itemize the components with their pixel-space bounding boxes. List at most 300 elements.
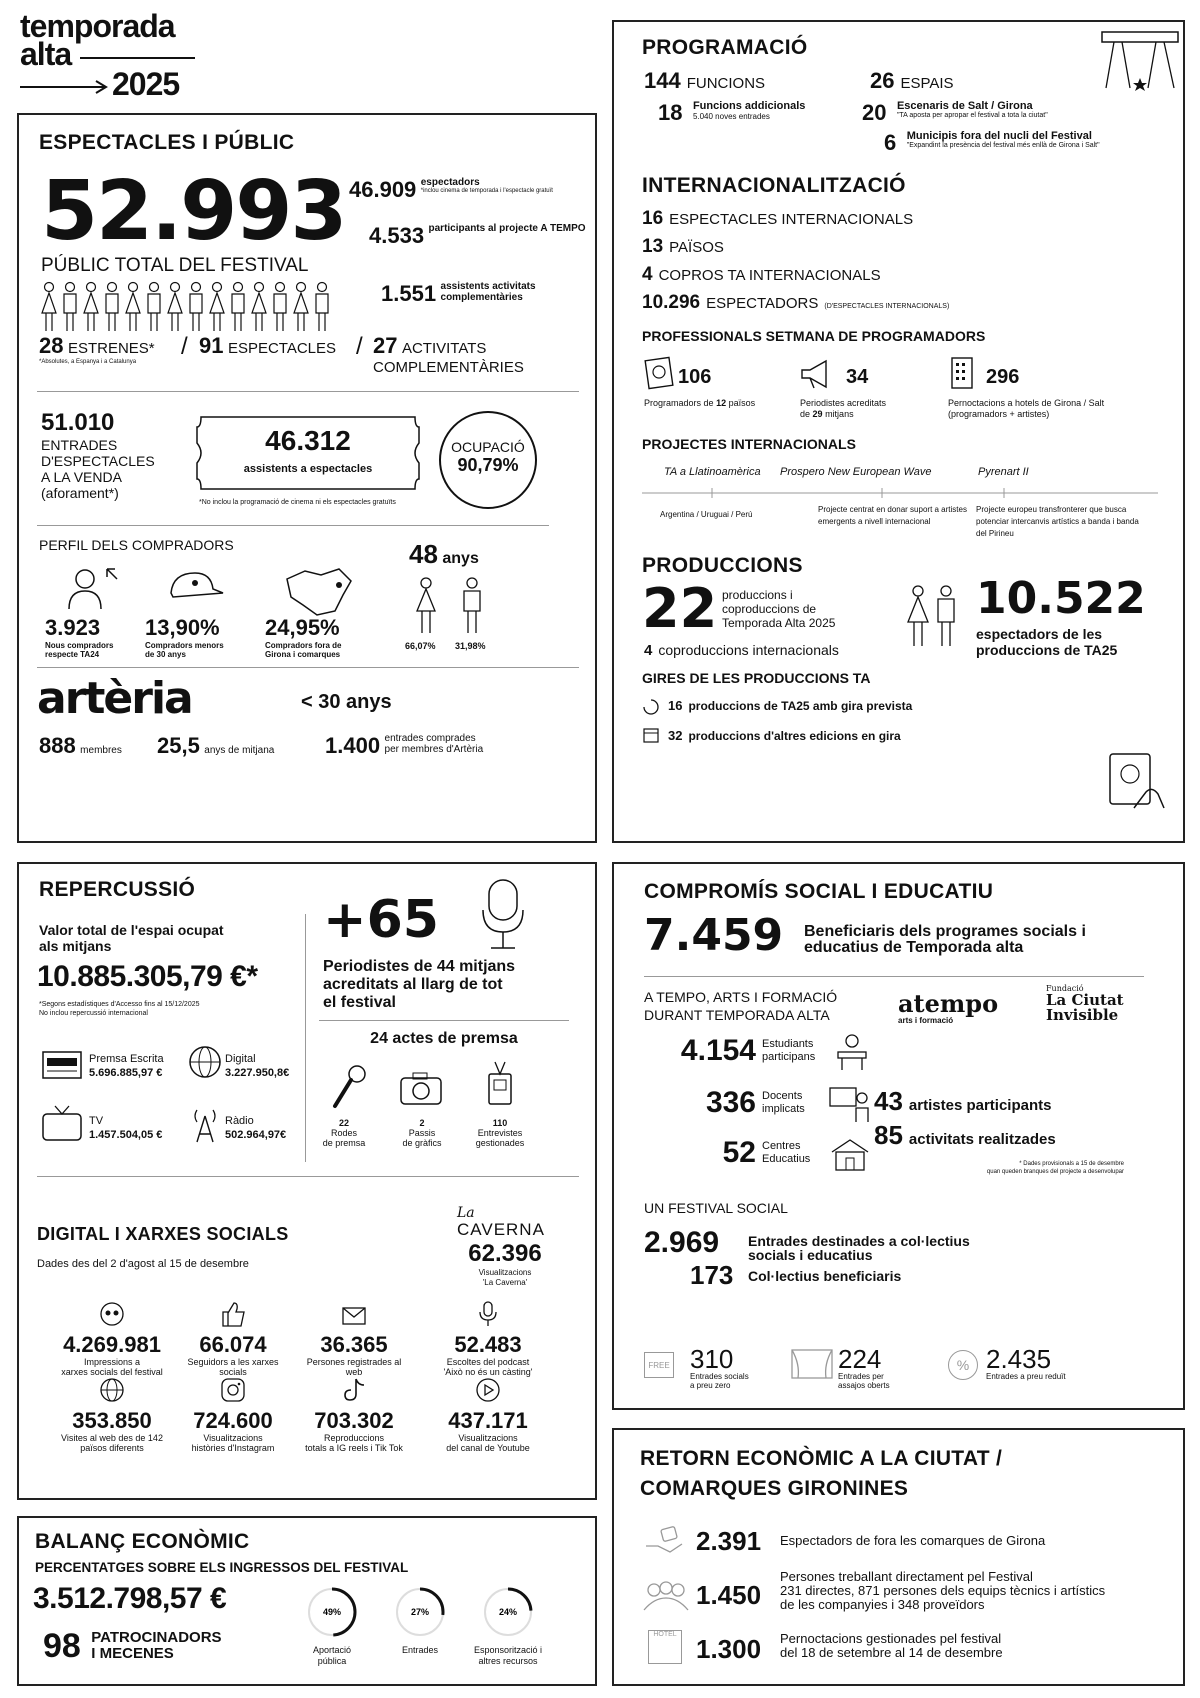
logo-year: 2025 xyxy=(112,66,180,102)
balanc-total: 3.512.798,57 € xyxy=(33,1582,227,1615)
stage-curtain-icon xyxy=(790,1348,834,1382)
person-icon xyxy=(294,283,308,332)
media-item xyxy=(89,1052,164,1080)
actes-num: 110 xyxy=(492,1118,508,1128)
digital-label: Visualitzacions xyxy=(203,1433,263,1443)
person-icon xyxy=(232,283,244,332)
digital-item xyxy=(413,1300,563,1377)
intl-num: 4 xyxy=(642,264,653,285)
addicionals-note: 5.040 noves entrades xyxy=(692,112,770,121)
balanc-title: BALANÇ ECONÒMIC xyxy=(35,1530,250,1553)
divider xyxy=(319,1020,569,1021)
media-label: Ràdio xyxy=(225,1115,254,1127)
actes-label: gestionades xyxy=(475,1138,525,1148)
home-pct: 31,98% xyxy=(455,641,486,651)
provisional-note-line: * Dades provisionals a 15 de desembre xyxy=(1019,1161,1124,1167)
social-bottom-label: Entrades socials xyxy=(690,1372,749,1381)
arteria-age: < 30 anys xyxy=(301,691,392,713)
perfil-item xyxy=(265,615,375,659)
atempo-logo-text: atempo xyxy=(898,989,999,1018)
divider xyxy=(37,525,549,526)
intl-item xyxy=(642,292,949,314)
prod-esp-label xyxy=(976,626,1117,658)
digital-num: 353.850 xyxy=(72,1408,152,1433)
perfil-label: Nous compradors respecte TA24 xyxy=(45,641,114,659)
media-value: 5.696.885,97 € xyxy=(89,1067,163,1079)
digital-label: web xyxy=(345,1367,363,1377)
atempo-label xyxy=(762,1038,815,1064)
social-bottom-label: Entrades per xyxy=(838,1372,884,1381)
actes-num: 22 xyxy=(338,1118,349,1128)
breakdown-item xyxy=(349,177,553,203)
prod-label-line: coproduccions de xyxy=(722,602,817,616)
media-label: Digital xyxy=(225,1053,256,1065)
proj-desc: Projecte centrat en donar suport a artistes emergents a nivell internacional xyxy=(818,505,967,526)
actes-label: de gràfics xyxy=(402,1138,442,1148)
media-value: 1.457.504,05 € xyxy=(89,1129,163,1141)
digital-item xyxy=(37,1300,187,1377)
valor-label-line: als mitjans xyxy=(39,938,112,954)
teacher-board-icon xyxy=(828,1084,872,1124)
donut-chart xyxy=(392,1584,448,1640)
digital-label: Seguidors a les xarxes xyxy=(187,1357,279,1367)
edat-num: 48 xyxy=(409,539,438,569)
digital-subtitle: Dades des del 2 d'agost al 15 de desembre xyxy=(37,1258,249,1270)
divider xyxy=(37,391,579,392)
free-ticket-icon: FREE xyxy=(644,1352,674,1378)
municipis-row xyxy=(884,130,1100,156)
caverna-logo xyxy=(457,1206,545,1240)
media-value: 502.964,97€ xyxy=(225,1129,287,1141)
provisional-note-line: quan queden branques del projecte a desenvolupar xyxy=(986,1169,1124,1175)
atempo-label xyxy=(762,1090,805,1116)
retorn-title-line: COMARQUES GIRONINES xyxy=(640,1477,909,1500)
digital-num: 66.074 xyxy=(199,1332,267,1357)
workers-icon xyxy=(642,1580,690,1612)
youtube-play-icon xyxy=(413,1376,563,1409)
programmer-icon xyxy=(644,356,676,390)
ciutat-invisible-logo xyxy=(1046,984,1146,1020)
retorn-label-line: del 18 de setembre al 14 de desembre xyxy=(780,1645,1003,1660)
atempo-num: 52 xyxy=(722,1136,756,1169)
logo-line2: alta xyxy=(20,36,72,72)
retorn-label-line: Persones treballant directament pel Festival xyxy=(780,1569,1033,1584)
retorn-label-line: Espectadors de fora les comarques de Girona xyxy=(780,1533,1046,1548)
person-icon xyxy=(42,283,56,332)
social-bottom-num: 310 xyxy=(690,1344,734,1374)
breakdown-label: espectadors xyxy=(420,177,480,188)
escenaris-label: Escenaris de Salt / Girona xyxy=(896,100,1033,112)
balanc-subtitle: PERCENTATGES SOBRE ELS INGRESSOS DEL FESTIVAL xyxy=(35,1560,409,1575)
total-public-label: PÚBLIC TOTAL DEL FESTIVAL xyxy=(41,255,309,276)
social-bottom-label: Entrades a preu reduït xyxy=(986,1372,1066,1381)
eye-icon xyxy=(37,1300,187,1333)
activitats-block xyxy=(373,333,524,376)
divider xyxy=(305,914,306,1162)
couple-icon xyxy=(902,584,962,648)
atempo-title-line: DURANT TEMPORADA ALTA xyxy=(644,1007,830,1023)
entrades-label: D'ESPECTACLES xyxy=(41,453,155,469)
retorn-label xyxy=(780,1570,1105,1612)
microphone-icon xyxy=(473,876,533,956)
prof-label-bold: 29 xyxy=(812,409,823,419)
breakdown-item xyxy=(369,223,586,249)
instagram-icon xyxy=(173,1376,293,1409)
perfil-label: Compradors menors de 30 anys xyxy=(145,641,224,659)
caverna-logo-line: La xyxy=(457,1205,475,1221)
prof-label-text: mitjans xyxy=(825,409,854,419)
ocupacio-label: OCUPACIÓ xyxy=(451,439,525,455)
ciutat-logo-line: La Ciutat xyxy=(1046,991,1124,1009)
atempo-num: 4.154 xyxy=(680,1034,756,1067)
divider xyxy=(644,976,1144,977)
donut-label: Esponsorització i xyxy=(473,1645,543,1655)
prof-label-text: Programadors de xyxy=(644,398,714,408)
gires-label: produccions d'altres edicions en gira xyxy=(688,729,901,743)
prof-label-text: Pernoctacions a hotels de Girona / Salt xyxy=(948,398,1105,408)
municipis-num: 6 xyxy=(884,130,897,155)
activitats-realitzades-row xyxy=(874,1120,1056,1151)
prof-label-text: Periodistes acreditats xyxy=(800,398,887,408)
coprod-label: coproduccions internacionals xyxy=(658,642,839,658)
espectacles-section xyxy=(17,113,597,843)
mail-icon xyxy=(295,1300,413,1333)
arteria-logo: artèria xyxy=(37,673,192,724)
coprod-num: 4 xyxy=(644,642,653,659)
person-icon xyxy=(274,283,286,332)
actes-item xyxy=(465,1118,535,1148)
breakdown-num: 1.551 xyxy=(381,281,437,306)
person-icon xyxy=(84,283,98,332)
proj-name: TA a Llatinoamèrica xyxy=(664,466,761,478)
logo-line1: temporada xyxy=(20,8,175,44)
discount-badge-icon: % xyxy=(948,1350,978,1380)
person-cursor-icon xyxy=(63,565,123,611)
periodistes-label-line: el festival xyxy=(323,994,396,1011)
patro-num: 98 xyxy=(43,1627,81,1665)
estrenes-block xyxy=(39,333,155,365)
artistes-label: artistes participants xyxy=(908,1097,1052,1114)
person-icon xyxy=(252,283,266,332)
actes-label: de premsa xyxy=(322,1138,366,1148)
balanc-section xyxy=(17,1516,597,1686)
atempo-logo xyxy=(898,989,999,1025)
donut-pct: 24% xyxy=(498,1607,518,1617)
espectacles-count-block xyxy=(199,333,336,359)
assistents-note: *No inclou la programació de cinema ni els espectacles gratuïts xyxy=(199,499,396,506)
patro-label: PATROCINADORS xyxy=(91,1629,222,1646)
periodistes-label-line: acreditats al llarg de tot xyxy=(323,976,503,993)
escenaris-row xyxy=(862,100,1048,126)
retorn-title xyxy=(640,1444,1002,1504)
digital-num: 36.365 xyxy=(320,1332,388,1357)
arteria-mitjana-num: 25,5 xyxy=(157,733,200,758)
divider xyxy=(37,1176,579,1177)
breakdown-item xyxy=(381,281,551,307)
man-icon xyxy=(459,577,485,635)
escenaris-num: 20 xyxy=(862,100,887,125)
intl-note: (D'ESPECTACLES INTERNACIONALS) xyxy=(824,303,950,310)
gires-item xyxy=(668,728,901,743)
breakdown-label: participants al projecte A TEMPO xyxy=(428,223,586,234)
proj-desc: Projecte europeu transfronterer que busca potenciar intercanvis artístics a banda i banda del Pirineu xyxy=(976,505,1139,538)
prof-label-bold: 12 xyxy=(716,398,727,408)
digital-item xyxy=(413,1376,563,1453)
caverna-label-line: Visualitzacions xyxy=(478,1268,532,1277)
caverna-logo-line: CAVERNA xyxy=(457,1220,545,1239)
prod-esp-num: 10.522 xyxy=(976,573,1146,624)
atempo-label-line: Centres xyxy=(762,1140,801,1152)
funcions-label: FUNCIONS xyxy=(686,75,766,92)
thumbs-up-icon xyxy=(173,1300,293,1333)
globe-icon xyxy=(37,1376,187,1409)
programacio-section xyxy=(612,20,1185,843)
prod-esp-label-line: espectadors de les xyxy=(976,626,1103,642)
estrenes-label: ESTRENES* xyxy=(67,340,155,357)
dona-pct: 66,07% xyxy=(405,641,436,651)
donut-label: pública xyxy=(317,1656,347,1666)
caverna-num: 62.396 xyxy=(468,1240,542,1267)
retorn-label xyxy=(780,1534,1045,1548)
actes-num: 2 xyxy=(419,1118,425,1128)
valor-label xyxy=(39,922,224,954)
person-icon xyxy=(210,283,224,332)
actes-label: Rodes xyxy=(330,1128,357,1138)
valor-label-line: Valor total de l'espai ocupat xyxy=(39,922,224,938)
prof-label xyxy=(644,398,755,408)
espais-label: ESPAIS xyxy=(900,75,954,92)
digital-label: Visites al web des de 142 xyxy=(61,1433,163,1443)
digital-item xyxy=(295,1376,413,1453)
donut-chart xyxy=(304,1584,360,1640)
calendar-icon xyxy=(642,726,660,744)
prof-label-text: de xyxy=(800,409,811,419)
repercussio-section xyxy=(17,862,597,1500)
social-bottom-item xyxy=(986,1346,1066,1381)
funcions-row xyxy=(644,68,765,94)
media-item xyxy=(225,1052,289,1080)
arteria-membres-label: membres xyxy=(80,745,122,756)
podcast-mic-icon xyxy=(413,1300,563,1333)
school-icon xyxy=(828,1134,872,1174)
collectius-num: 173 xyxy=(690,1260,734,1290)
donut-label: altres recursos xyxy=(478,1656,538,1666)
caverna-label xyxy=(445,1268,565,1288)
ciutat-logo-small: Fundació xyxy=(1046,984,1084,993)
retorn-title-line: RETORN ECONÒMIC A LA CIUTAT / xyxy=(640,1447,1003,1470)
divider xyxy=(37,667,579,668)
proj-name: Prospero New European Wave xyxy=(780,466,932,478)
social-section xyxy=(612,862,1185,1410)
breakdown-label: assistents activitats complementàries xyxy=(440,281,536,303)
periodistes-label xyxy=(323,958,515,1012)
artistes-row xyxy=(874,1086,1051,1117)
donut-label: Aportació xyxy=(312,1645,352,1655)
intl-label: PAÏSOS xyxy=(669,239,724,256)
retorn-label-line: 231 directes, 871 persones dels equips tècnics i artístics xyxy=(780,1583,1106,1598)
actes-item xyxy=(309,1118,379,1148)
social-entrades-num: 2.969 xyxy=(644,1226,720,1259)
proj-timeline xyxy=(642,486,1158,500)
estrenes-num: 28 xyxy=(39,333,64,358)
entrades-label: A LA VENDA xyxy=(41,469,122,485)
digital-label: del canal de Youtube xyxy=(446,1443,530,1453)
press-badge-icon xyxy=(485,1060,515,1108)
arteria-mitjana xyxy=(157,733,274,759)
addicionals-row xyxy=(658,100,805,126)
slash-divider: / xyxy=(356,333,363,360)
arteria-membres xyxy=(39,733,122,759)
media-item xyxy=(89,1114,162,1142)
programacio-title: PROGRAMACIÓ xyxy=(642,36,808,59)
edat-block xyxy=(409,539,479,570)
caverna-label-line: 'La Caverna' xyxy=(482,1278,528,1287)
patro-label: I MECENES xyxy=(91,1645,174,1662)
person-icon xyxy=(64,283,76,332)
atempo-label-line: Educatius xyxy=(762,1153,811,1165)
retorn-section xyxy=(612,1428,1185,1686)
coprod-row xyxy=(644,642,839,659)
gires-num: 16 xyxy=(668,698,683,713)
gires-num: 32 xyxy=(668,728,683,743)
donut-item xyxy=(463,1584,553,1667)
atempo-label-line: Docents xyxy=(762,1090,803,1102)
radio-tower-icon xyxy=(187,1104,223,1144)
atempo-label-line: Estudiants xyxy=(762,1038,814,1050)
gires-item xyxy=(668,698,912,713)
festival-logo xyxy=(20,10,200,100)
intl-num: 13 xyxy=(642,236,664,257)
atempo-label xyxy=(762,1140,810,1166)
social-entrades-label-line: socials i educatius xyxy=(748,1247,873,1263)
prof-num: 296 xyxy=(986,366,1020,388)
hotel-icon: HOTEL xyxy=(648,1630,682,1664)
espectacles-title: ESPECTACLES I PÚBLIC xyxy=(39,131,295,154)
digital-item xyxy=(295,1300,413,1377)
person-icon xyxy=(190,283,202,332)
retorn-label-line: de les companyies i 348 proveïdors xyxy=(780,1597,985,1612)
logo-arrow-icon xyxy=(20,80,110,99)
catalonia-map-icon xyxy=(277,561,357,621)
atempo-label-line: participans xyxy=(762,1051,816,1063)
digital-num: 703.302 xyxy=(314,1408,394,1433)
social-entrades-label xyxy=(748,1234,970,1262)
espectacles-count-label: ESPECTACLES xyxy=(227,340,337,357)
breakdown-note: *inclou cinema de temporada i l'espectacle gratuït xyxy=(420,188,553,194)
total-public-number: 52.993 xyxy=(41,164,346,259)
prof-label-text: (programadors + artistes) xyxy=(948,409,1050,419)
people-icons xyxy=(41,281,341,338)
activitats-label: ACTIVITATS xyxy=(401,340,487,357)
repercussio-title: REPERCUSSIÓ xyxy=(39,878,196,901)
provisional-note xyxy=(924,1160,1124,1176)
valor-note xyxy=(39,1000,200,1018)
intl-label: ESPECTACLES INTERNACIONALS xyxy=(669,211,914,228)
tv-icon xyxy=(39,1104,85,1144)
social-bottom-item xyxy=(690,1346,749,1390)
prof-label xyxy=(800,398,886,420)
digital-item xyxy=(173,1376,293,1453)
espais-num: 26 xyxy=(870,68,895,93)
megaphone-icon xyxy=(798,358,834,390)
proj-title: PROJECTES INTERNACIONALS xyxy=(642,436,856,452)
passport-hand-icon xyxy=(1104,750,1166,812)
intl-item xyxy=(642,208,913,230)
digital-label: totals a IG reels i Tik Tok xyxy=(305,1443,403,1453)
gires-label: produccions de TA25 amb gira prevista xyxy=(688,699,913,713)
digital-item xyxy=(173,1300,293,1377)
digital-num: 52.483 xyxy=(454,1332,522,1357)
media-label: Premsa Escrita xyxy=(89,1053,164,1065)
donut-item xyxy=(287,1584,377,1667)
arteria-entrades-label: per membres d'Artèria xyxy=(384,744,484,755)
valor-note-line: *Segons estadístiques d'Accesso fins al 15/12/2025 xyxy=(39,1001,200,1008)
media-item xyxy=(225,1114,286,1142)
prod-esp-label-line: produccions de TA25 xyxy=(976,642,1118,658)
media-value: 3.227.950,8€ xyxy=(225,1067,290,1079)
activitats-label-2: COMPLEMENTÀRIES xyxy=(373,359,524,376)
espectacles-count-num: 91 xyxy=(199,333,224,358)
donut-pct: 27% xyxy=(410,1607,430,1617)
digital-item xyxy=(37,1376,187,1453)
stage-lights-icon xyxy=(1100,28,1180,98)
prod-title: PRODUCCIONS xyxy=(642,554,803,577)
logo-rule xyxy=(80,57,195,59)
digital-num: 437.171 xyxy=(448,1408,528,1433)
addicionals-num: 18 xyxy=(658,100,683,125)
intl-num: 10.296 xyxy=(642,292,701,313)
perfil-num: 13,90% xyxy=(145,615,220,640)
patro-block xyxy=(43,1628,222,1664)
social-total-label xyxy=(804,924,1086,956)
social-total: 7.459 xyxy=(644,910,784,961)
donut-chart xyxy=(480,1584,536,1640)
entrades-label: ENTRADES xyxy=(41,437,118,453)
escenaris-note: "TA aposta per apropar el festival a tota la ciutat" xyxy=(896,112,1048,119)
municipis-label: Municipis fora del nucli del Festival xyxy=(906,130,1092,142)
perfil-num: 24,95% xyxy=(265,615,340,640)
arteria-mitjana-label: anys de mitjana xyxy=(204,745,275,756)
handheld-mic-icon xyxy=(329,1062,369,1112)
arteria-entrades xyxy=(325,733,483,759)
cap-icon xyxy=(165,567,225,607)
prof-title: PROFESSIONALS SETMANA DE PROGRAMADORS xyxy=(642,328,986,344)
social-bottom-label: assajos oberts xyxy=(838,1381,890,1390)
digital-label: Impressions a xyxy=(83,1357,141,1367)
periodistes-label-line: Periodistes de 44 mitjans xyxy=(323,958,516,975)
digital-title: DIGITAL I XARXES SOCIALS xyxy=(37,1224,289,1244)
social-bottom-item xyxy=(838,1346,890,1390)
social-title: COMPROMÍS SOCIAL I EDUCATIU xyxy=(644,880,994,903)
hand-money-icon xyxy=(644,1526,684,1556)
valor-total: 10.885.305,79 €* xyxy=(37,960,258,993)
prof-num: 106 xyxy=(678,366,712,388)
social-total-label-line: educatius de Temporada alta xyxy=(804,939,1024,956)
globe-icon xyxy=(187,1044,223,1080)
perfil-item xyxy=(45,615,145,659)
entrades-label: (aforament*) xyxy=(41,485,119,501)
digital-label: països diferents xyxy=(80,1443,144,1453)
tiktok-icon xyxy=(295,1376,413,1409)
ocupacio-value: 90,79% xyxy=(457,455,519,475)
retorn-label-line: Pernoctacions gestionades pel festival xyxy=(780,1631,1002,1646)
digital-label: Visualitzacions xyxy=(458,1433,518,1443)
social-total-label-line: Beneficiaris dels programes socials i xyxy=(804,923,1086,940)
perfil-num: 3.923 xyxy=(45,615,101,640)
digital-label: Escoltes del podcast xyxy=(446,1357,530,1367)
social-bottom-num: 224 xyxy=(838,1344,882,1374)
prod-label xyxy=(722,588,835,630)
